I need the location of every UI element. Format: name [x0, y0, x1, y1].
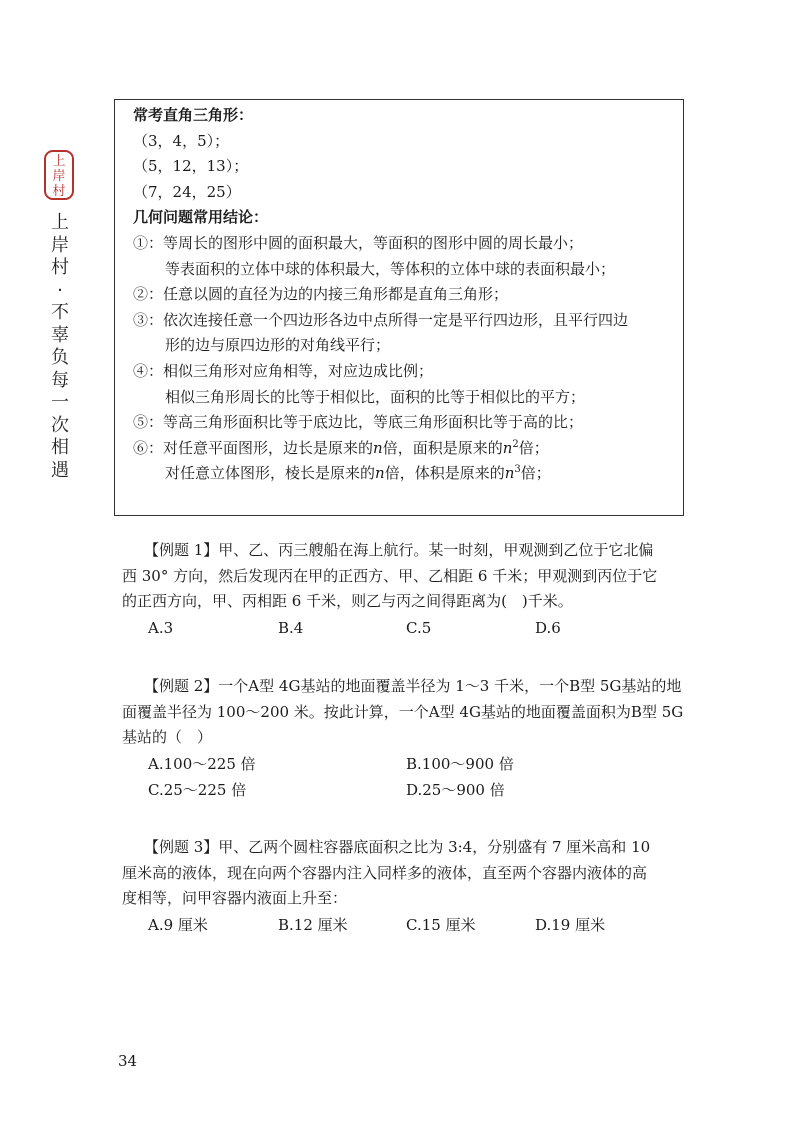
triple-item: （3，4，5）；: [133, 131, 230, 150]
option-b[interactable]: B.4: [278, 618, 304, 637]
exponent-3: 3: [514, 464, 521, 476]
q1-line: 西 30° 方向，然后发现丙在甲的正西方、甲、乙相距 6 千米；甲观测到丙位于它: [122, 566, 658, 585]
c6a-part: 倍；: [518, 438, 549, 457]
slogan-char: 村: [51, 257, 69, 278]
slogan-char: 一: [51, 392, 69, 413]
conclusion-1a: ①：等周长的图形中圆的面积最大，等面积的图形中圆的周长最小；: [133, 233, 584, 252]
slogan-char: 辜: [51, 324, 69, 346]
q1-line: 的正西方向，甲、丙相距 6 千米，则乙与丙之间得距离为( )千米。: [122, 592, 573, 610]
q2-line: 面覆盖半径为 100～200 米。按此计算，一个A型 4G基站的地面覆盖面积为B型 5G: [122, 702, 684, 721]
example-question-2: [122, 674, 688, 803]
slogan-char: 次: [51, 414, 69, 436]
triple-item: （5，12，13）；: [133, 157, 249, 176]
q3-line: 【例题 3】甲、乙两个圆柱容器底面积之比为 3:4，分别盛有 7 厘米高和 10: [144, 838, 651, 856]
slogan-char: 不: [51, 302, 69, 323]
option-c[interactable]: C.5: [406, 618, 432, 637]
q3-line: 厘米高的液体，现在向两个容器内注入同样多的液体，直至两个容器内液体的高: [122, 863, 648, 882]
q3-line: 度相等，问甲容器内液面上升至：: [122, 889, 348, 907]
conclusion-6a: [133, 436, 669, 462]
math-n: n: [375, 464, 385, 483]
conclusion-2: ②：任意以圆的直径为边的内接三角形都是直角三角形；: [133, 285, 509, 304]
option-a[interactable]: A.100～225 倍: [148, 754, 256, 773]
option-c[interactable]: C.15 厘米: [406, 915, 476, 934]
vertical-slogan: [48, 212, 72, 482]
slogan-char: 相: [51, 437, 69, 458]
q3-options: [148, 912, 688, 938]
example-question-3: [122, 835, 688, 938]
slogan-char: 负: [51, 347, 69, 368]
seal-char: 村: [52, 184, 66, 199]
seal-overlay: [44, 150, 74, 200]
q1-options: [148, 615, 688, 641]
option-c[interactable]: C.25～225 倍: [148, 780, 247, 799]
c6a-part: ⑥：对任意平面图形，边长是原来的: [133, 438, 374, 457]
math-n: n: [502, 438, 513, 457]
page-number: 34: [118, 1052, 138, 1070]
conclusion-4b: 相似三角形周长的比等于相似比，面积的比等于相似比的平方；: [165, 387, 586, 406]
q2-options-row1: [148, 751, 688, 777]
slogan-char: ·: [57, 279, 63, 301]
c6b-part: 对任意立体图形，棱长是原来的: [165, 464, 376, 483]
exponent-2: 2: [512, 438, 519, 450]
math-n: n: [373, 438, 383, 457]
seal-char-middle-visible: 岸: [52, 169, 66, 184]
q2-line: 基站的（ ）: [122, 728, 213, 746]
math-n: n: [504, 464, 515, 483]
box-heading-right-triangles: 常考直角三角形：: [133, 106, 254, 124]
conclusion-4a: ④：相似三角形对应角相等，对应边成比例；: [133, 361, 434, 380]
option-a[interactable]: A.3: [148, 618, 174, 637]
option-b[interactable]: B.100～900 倍: [406, 754, 514, 773]
q2-line: 【例题 2】一个A型 4G基站的地面覆盖半径为 1～3 千米，一个B型 5G基站的地: [144, 677, 682, 695]
box-heading-geometry-conclusions: 几何问题常用结论：: [133, 208, 269, 227]
conclusion-5: ⑤：等高三角形面积比等于底边比，等底三角形面积比等于高的比；: [133, 413, 584, 432]
conclusion-3b: 形的边与原四边形的对角线平行；: [165, 336, 391, 355]
slogan-char: 岸: [51, 234, 69, 256]
option-a[interactable]: A.9 厘米: [148, 915, 208, 934]
option-d[interactable]: D.19 厘米: [535, 915, 606, 934]
option-b[interactable]: B.12 厘米: [278, 915, 348, 934]
option-d[interactable]: D.25～900 倍: [406, 780, 505, 799]
seal-char: 上: [52, 154, 66, 169]
c6a-part: 倍，面积是原来的: [382, 438, 503, 457]
example-question-1: [122, 538, 688, 641]
slogan-char: 遇: [51, 459, 69, 481]
q1-line: 【例题 1】甲、乙、丙三艘船在海上航行。某一时刻，甲观测到乙位于它北偏: [144, 541, 654, 559]
c6b-part: 倍；: [520, 464, 551, 483]
slogan-char: 每: [51, 369, 69, 391]
triple-item: （7，24，25）: [133, 182, 241, 201]
conclusion-6b: [133, 461, 669, 487]
conclusion-3a: ③：依次连接任意一个四边形各边中点所得一定是平行四边形，且平行四边: [133, 310, 629, 329]
conclusion-1b: 等表面积的立体中球的体积最大，等体积的立体中球的表面积最小；: [165, 259, 616, 278]
slogan-char: 上: [51, 212, 69, 233]
q2-options-row2: [148, 777, 688, 803]
conclusions-box: [114, 99, 684, 516]
c6b-part: 倍，体积是原来的: [384, 464, 505, 483]
option-d[interactable]: D.6: [535, 618, 561, 637]
